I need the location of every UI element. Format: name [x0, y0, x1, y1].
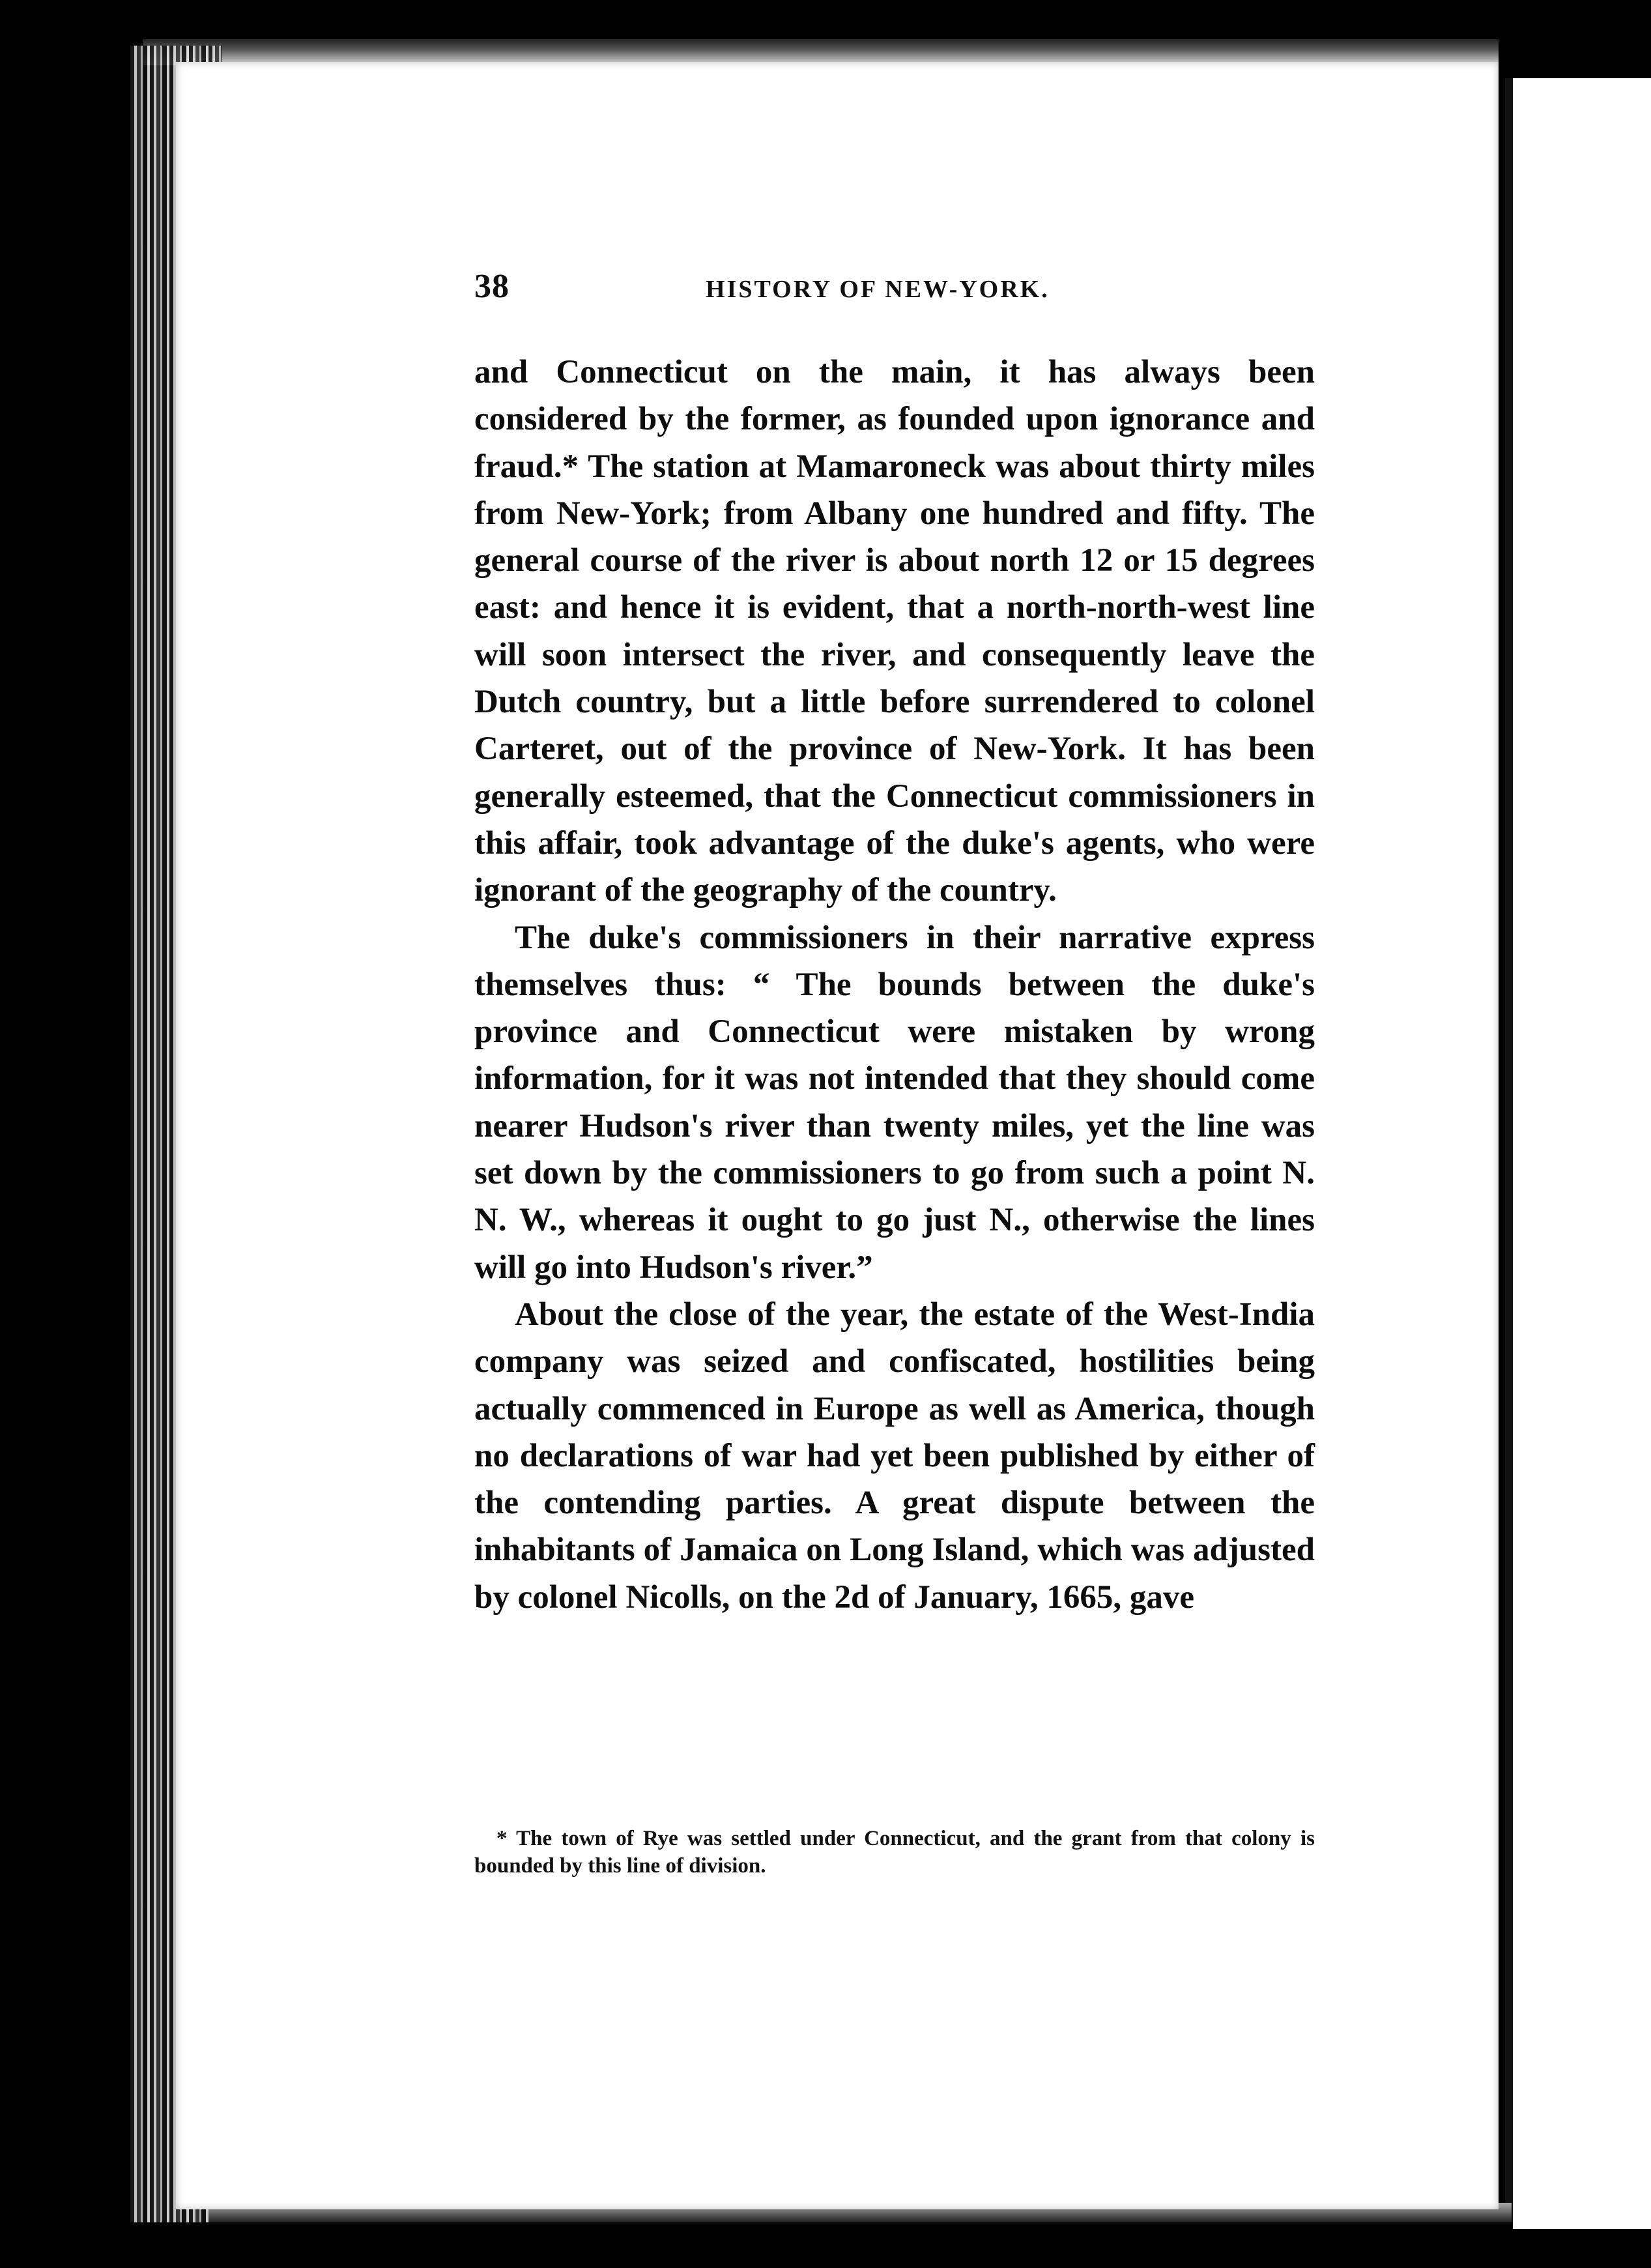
paragraph-3: About the close of the year, the estate of the West-India company was seized and confiscated, hostilities being actually commenced in Europe as well as America, though no declarations of war had yet been published by either of the contending parties. A great dispute between the inhabitants of Jamaica on Long Island, which was adjusted by colonel Nicolls, on the 2d of January, 1665, gave [474, 1296, 1315, 1616]
facing-page [1513, 78, 1651, 2229]
page-gutter-shadow [1505, 78, 1513, 2222]
page-header [474, 267, 1308, 313]
footnote: * The town of Rye was settled under Connecticut, and the grant from that colony is bounded by this line of division. [474, 1827, 1315, 1878]
book-top-edge [143, 39, 1499, 65]
paragraph-1: and Connecticut on the main, it has always been considered by the former, as founded upon ignorance and fraud.* The station at Mamaroneck was about thirty miles from New-York; from Albany one hundred and fifty. The general course of the river is about north 12 or 15 degrees east: and hence it is evident, that a north-north-west line will soon intersect the river, and consequently leave the Dutch country, but a little before surrendered to colonel Carteret, out of the province of New-York. It has been generally esteemed, that the Connecticut commissioners in this affair, took advantage of the duke's agents, who were ignorant of the geography of the country. [474, 354, 1315, 909]
page-number: 38 [474, 268, 510, 305]
body-text [474, 349, 1315, 1621]
running-title: HISTORY OF NEW-YORK. [706, 276, 1050, 303]
paragraph-2: The duke's commissioners in their narrative express themselves thus: “ The bounds between the duke's province and Connecticut were mistaken by wrong information, for it was not intended that they should come nearer Hudson's river than twenty miles, yet the line was set down by the commissioners to go from such a point N. N. W., whereas it ought to go just N., otherwise the lines will go into Hudson's river.” [474, 919, 1315, 1286]
